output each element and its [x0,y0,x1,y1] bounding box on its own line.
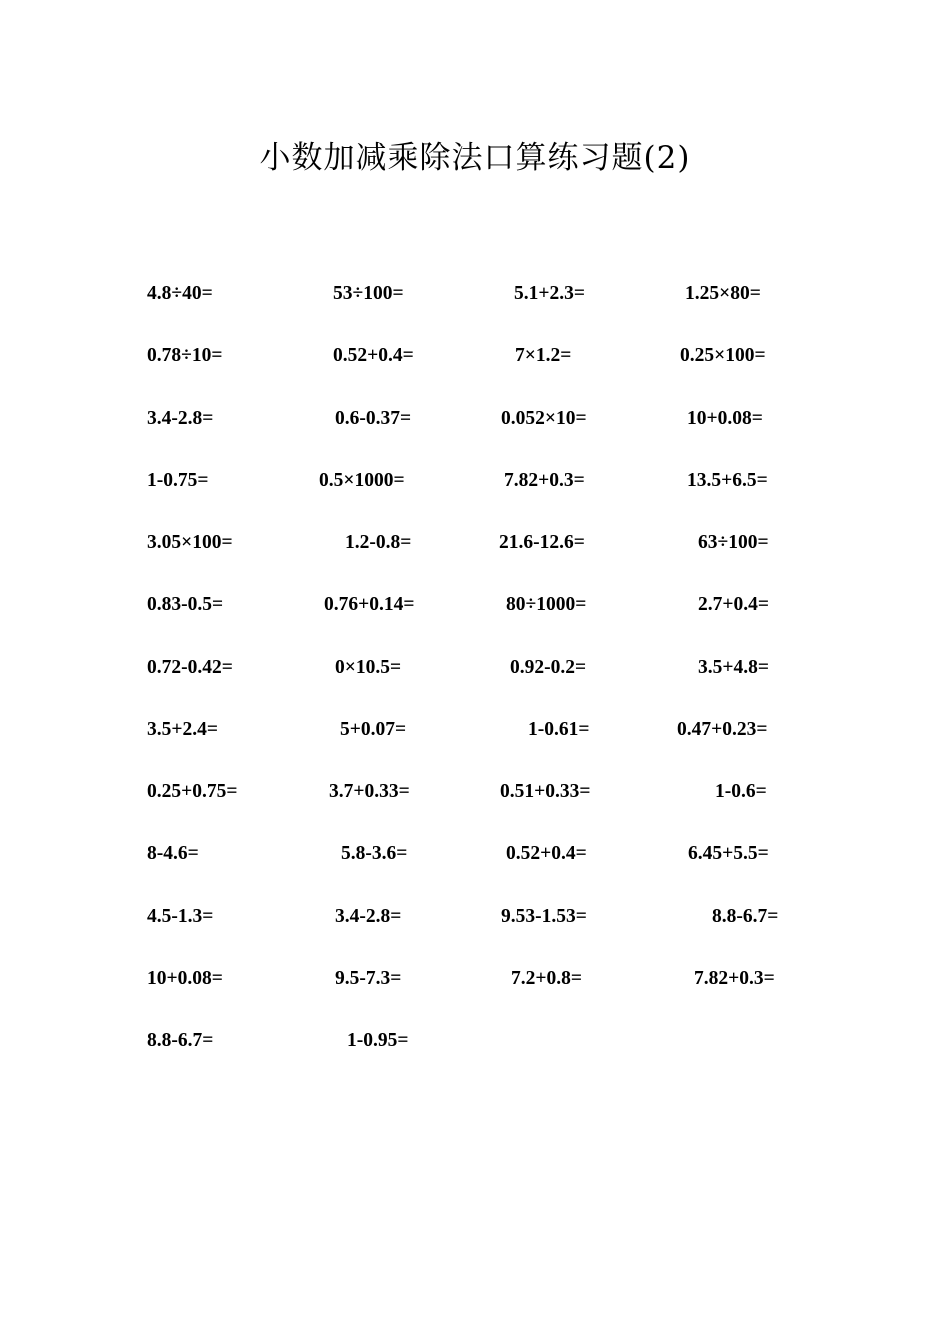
problem-item: 80÷1000= [506,594,587,615]
problem-item: 0×10.5= [335,657,402,678]
problem-item: 1-0.95= [347,1030,409,1051]
problem-item: 13.5+6.5= [687,470,768,491]
problem-item: 0.51+0.33= [500,781,591,802]
problem-item: 5.1+2.3= [514,283,585,304]
problem-item: 0.52+0.4= [333,345,414,366]
problem-item: 4.5-1.3= [147,906,214,927]
problem-item: 0.76+0.14= [324,594,415,615]
problem-item: 10+0.08= [147,968,223,989]
problem-item: 5.8-3.6= [341,843,408,864]
problem-item: 21.6-12.6= [499,532,585,553]
problem-item: 3.4-2.8= [335,906,402,927]
problem-item: 3.05×100= [147,532,233,553]
problem-item: 1-0.75= [147,470,209,491]
problem-item: 0.5×1000= [319,470,405,491]
problem-item: 0.47+0.23= [677,719,768,740]
problem-item: 0.6-0.37= [335,408,412,429]
problem-item: 3.7+0.33= [329,781,410,802]
page-title: 小数加减乘除法口算练习题(2) [259,140,691,176]
problem-item: 63÷100= [698,532,769,553]
problem-item: 2.7+0.4= [698,594,769,615]
problem-item: 53÷100= [333,283,404,304]
problem-item: 3.5+4.8= [698,657,769,678]
problem-item: 1.25×80= [685,283,761,304]
problem-item: 0.052×10= [501,408,587,429]
problem-item: 0.78÷10= [147,345,223,366]
problem-item: 1-0.61= [528,719,590,740]
problem-item: 1-0.6= [715,781,767,802]
problem-item: 10+0.08= [687,408,763,429]
problem-item: 1.2-0.8= [345,532,412,553]
problem-item: 0.52+0.4= [506,843,587,864]
problem-item: 8.8-6.7= [712,906,779,927]
problem-item: 3.5+2.4= [147,719,218,740]
problem-item: 0.25×100= [680,345,766,366]
problem-item: 7.82+0.3= [694,968,775,989]
problem-item: 4.8÷40= [147,283,213,304]
problem-item: 7.2+0.8= [511,968,582,989]
problem-item: 9.53-1.53= [501,906,587,927]
problem-item: 7×1.2= [515,345,572,366]
problem-item: 0.83-0.5= [147,594,224,615]
problem-item: 9.5-7.3= [335,968,402,989]
problem-item: 3.4-2.8= [147,408,214,429]
problem-item: 8.8-6.7= [147,1030,214,1051]
problem-item: 6.45+5.5= [688,843,769,864]
problem-item: 0.25+0.75= [147,781,238,802]
problem-item: 8-4.6= [147,843,199,864]
problem-item: 0.72-0.42= [147,657,233,678]
problem-item: 5+0.07= [340,719,407,740]
problem-item: 7.82+0.3= [504,470,585,491]
problem-item: 0.92-0.2= [510,657,587,678]
